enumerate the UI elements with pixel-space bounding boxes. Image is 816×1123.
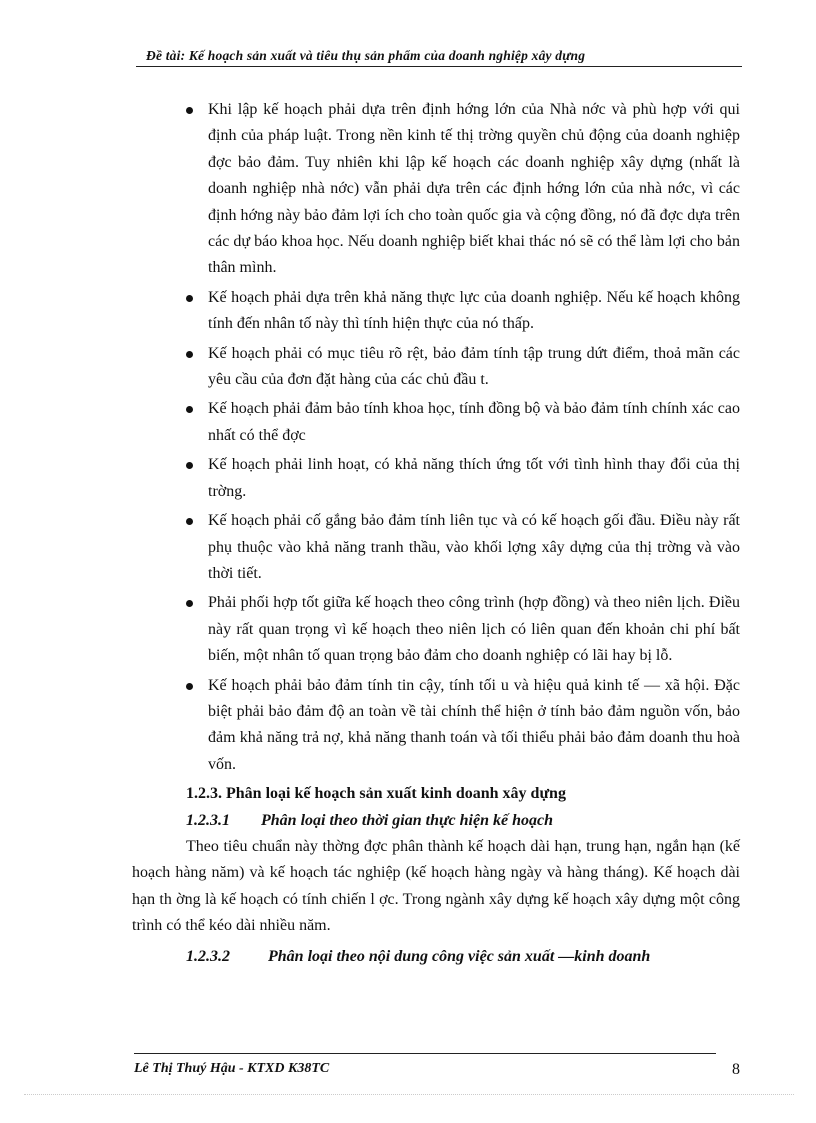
subsection-title: Phân loại theo nội dung công việc sản xuất —kinh doanh <box>268 947 651 965</box>
list-item: Kế hoạch phải linh hoạt, có khả năng thích ứng tốt với tình hình thay đổi của thị trờng. <box>132 452 740 505</box>
page-header <box>136 44 742 67</box>
list-item: Kế hoạch phải dựa trên khả năng thực lực của doanh nghiệp. Nếu kế hoạch không tính đến nhân tố này thì tính hiện thực của nó thấp. <box>132 285 740 338</box>
list-item: Khi lập kế hoạch phải dựa trên định hớng lớn của Nhà nớc và phù hợp với qui định của pháp luật. Trong nền kinh tế thị trờng quyền chủ động của doanh nghiệp đợc bảo đảm. Tuy nhiên khi lập kế hoạch các doanh nghiệp xây dựng (nhất là doanh nghiệp nhà nớc) vẫn phải dựa trên các định hớng lớn của nhà nớc, vì các định hớng này bảo đảm lợi ích cho toàn quốc gia và cộng đồng, nó đã đợc dựa trên các dự báo khoa học. Nếu doanh nghiệp biết khai thác nó sẽ có thể làm lợi cho bản thân mình. <box>132 97 740 282</box>
subsection-number: 1.2.3.1 <box>186 811 230 829</box>
bullet-icon <box>186 600 193 607</box>
list-item: Kế hoạch phải bảo đảm tính tin cậy, tính tối u và hiệu quả kinh tế — xã hội. Đặc biệt phải bảo đảm độ an toàn về tài chính thể hiện ở tính bảo đảm nguồn vốn, bảo đảm khả năng trả nợ, khả năng thanh toán và tối thiểu phải bảo đảm doanh thu hoà vốn. <box>132 673 740 779</box>
list-item: Phải phối hợp tốt giữa kế hoạch theo công trình (hợp đồng) và theo niên lịch. Điều này rất quan trọng vì kế hoạch theo niên lịch có liên quan đến khoản chi phí bất biến, một nhân tố quan trọng bảo đảm cho doanh nghiệp có lãi hay bị lỗ. <box>132 590 740 669</box>
subsection-heading-2 <box>132 944 740 970</box>
list-item: Kế hoạch phải có mục tiêu rõ rệt, bảo đảm tính tập trung dứt điểm, thoả mãn các yêu cầu của đơn đặt hàng của các chủ đầu t. <box>132 341 740 394</box>
page-content <box>132 97 740 970</box>
bullet-icon <box>186 295 193 302</box>
section-heading: 1.2.3. Phân loại kế hoạch sản xuất kinh doanh xây dựng <box>186 785 566 803</box>
bullet-icon <box>186 406 193 413</box>
requirements-list <box>132 97 740 778</box>
header-title: Đề tài: Kế hoạch sản xuất và tiêu thụ sản phẩm của doanh nghiệp xây dựng <box>146 48 586 63</box>
page-footer <box>134 1053 740 1083</box>
body-paragraph: Theo tiêu chuẩn này thờng đợc phân thành kế hoạch dài hạn, trung hạn, ngắn hạn (kế hoạch hàng năm) và kế hoạch tác nghiệp (kế hoạch hàng ngày và hàng tháng). Kế hoạch dài hạn th ờng là kế hoạch có tính chiến l ợc. Trong ngành xây dựng kế hoạch xây dựng một công trình có thể kéo dài nhiều năm. <box>132 837 740 935</box>
list-item: Kế hoạch phải đảm bảo tính khoa học, tính đồng bộ và bảo đảm tính chính xác cao nhất có thể đợc <box>132 396 740 449</box>
page-number: 8 <box>732 1061 740 1078</box>
list-item: Kế hoạch phải cố gắng bảo đảm tính liên tục và có kế hoạch gối đầu. Điều này rất phụ thuộc vào khả năng tranh thầu, vào khối lợng xây dựng của thị trờng và vào thời tiết. <box>132 508 740 587</box>
subsection-number: 1.2.3.2 <box>186 947 230 965</box>
bullet-icon <box>186 518 193 525</box>
bullet-icon <box>186 683 193 690</box>
footer-divider <box>134 1053 716 1054</box>
bullet-icon <box>186 107 193 114</box>
subsection-heading-1 <box>132 808 740 834</box>
subsection-title: Phân loại theo thời gian thực hiện kế hoạch <box>261 811 553 829</box>
page-edge-divider <box>24 1094 794 1095</box>
footer-author: Lê Thị Thuý Hậu - KTXD K38TC <box>134 1061 330 1076</box>
bullet-icon <box>186 462 193 469</box>
bullet-icon <box>186 351 193 358</box>
